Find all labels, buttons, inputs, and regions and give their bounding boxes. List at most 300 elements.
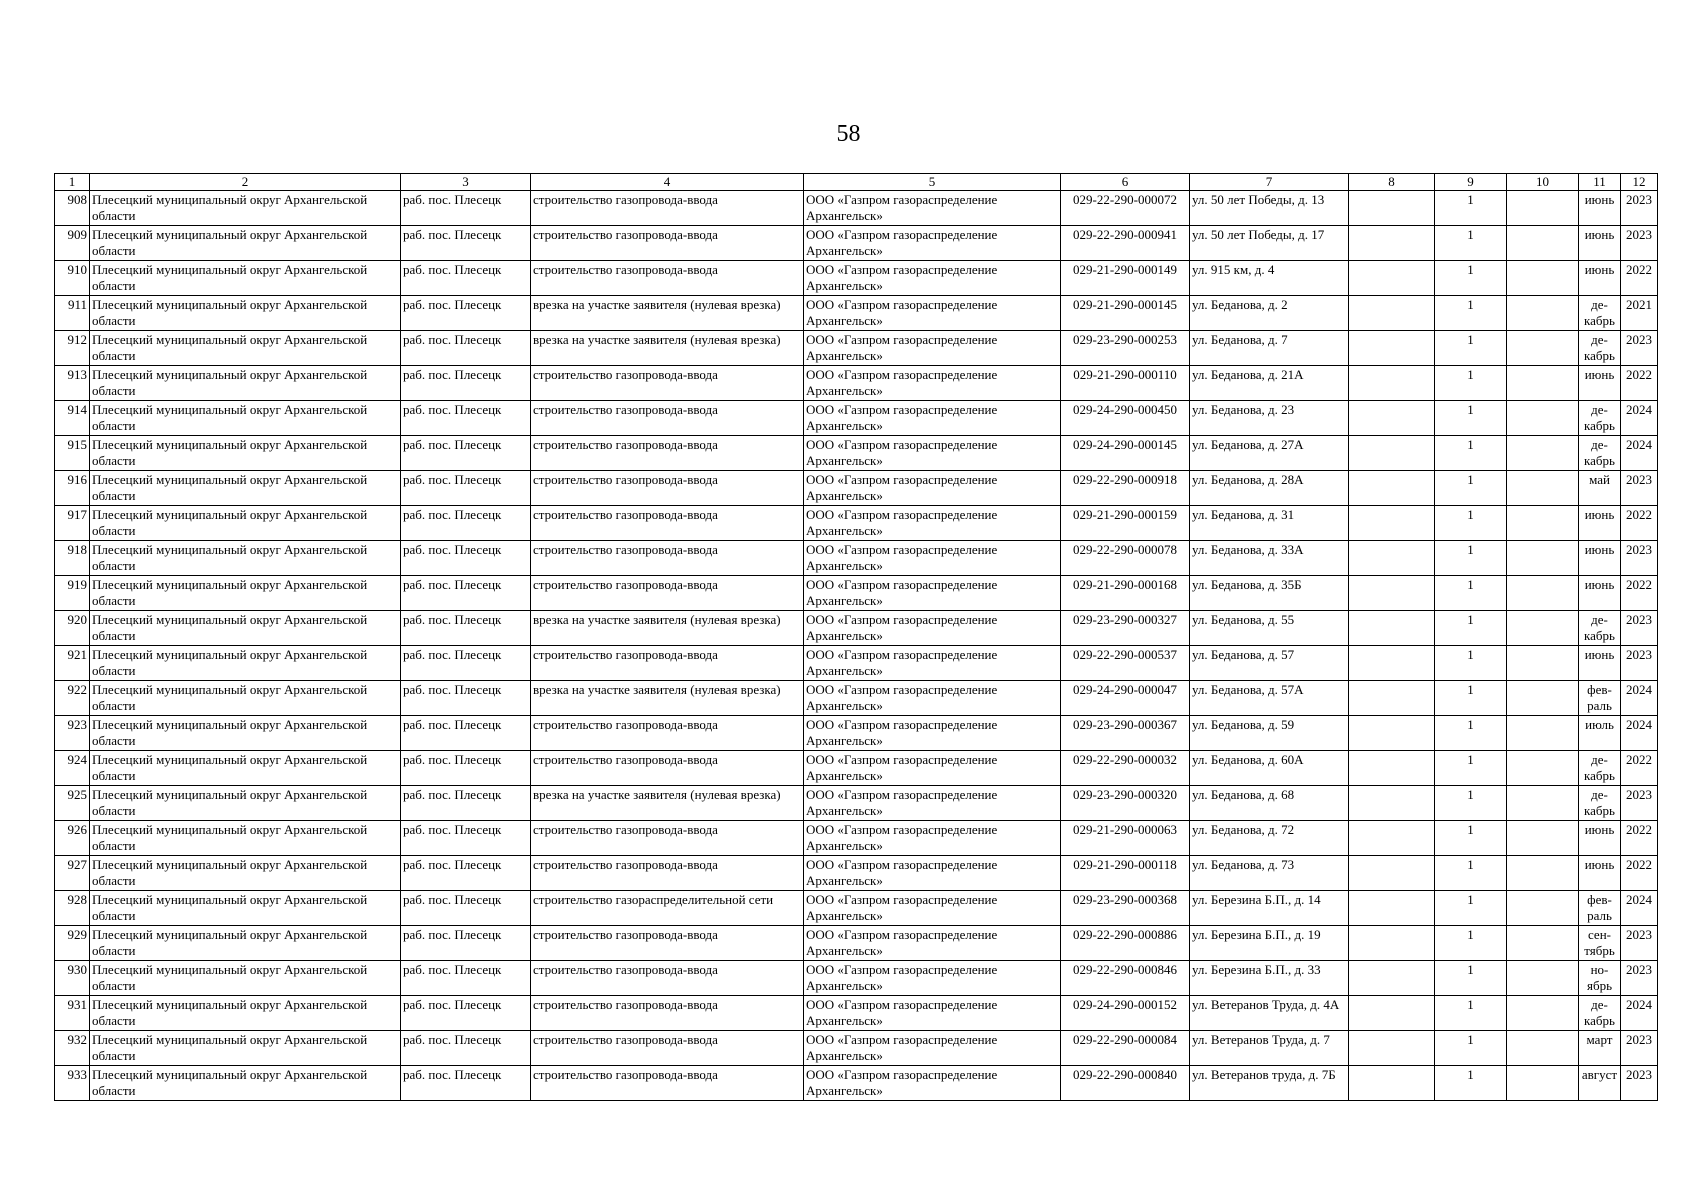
column-10-cell xyxy=(1507,786,1579,821)
column-header-5: 5 xyxy=(804,174,1061,191)
month-cell: де-кабрь xyxy=(1579,436,1621,471)
settlement-cell: раб. пос. Плесецк xyxy=(401,541,531,576)
table-row xyxy=(55,331,1658,366)
row-number: 924 xyxy=(55,751,90,786)
quantity-cell: 1 xyxy=(1435,1066,1507,1101)
municipality-cell: Плесецкий муниципальный округ Архангельской области xyxy=(90,996,401,1031)
registry-id-cell: 029-22-290-000941 xyxy=(1061,226,1190,261)
settlement-cell: раб. пос. Плесецк xyxy=(401,856,531,891)
column-header-4: 4 xyxy=(531,174,804,191)
registry-id-cell: 029-21-290-000149 xyxy=(1061,261,1190,296)
year-cell: 2024 xyxy=(1621,436,1658,471)
registry-table xyxy=(54,173,1658,1101)
year-cell: 2023 xyxy=(1621,786,1658,821)
address-cell: ул. Березина Б.П., д. 14 xyxy=(1190,891,1349,926)
municipality-cell: Плесецкий муниципальный округ Архангельской области xyxy=(90,611,401,646)
address-cell: ул. 50 лет Победы, д. 13 xyxy=(1190,191,1349,226)
work-type-cell: строительство газопровода-ввода xyxy=(531,646,804,681)
quantity-cell: 1 xyxy=(1435,681,1507,716)
row-number: 909 xyxy=(55,226,90,261)
column-10-cell xyxy=(1507,646,1579,681)
organization-cell: ООО «Газпром газораспределение Архангельск» xyxy=(804,716,1061,751)
column-8-cell xyxy=(1349,996,1435,1031)
settlement-cell: раб. пос. Плесецк xyxy=(401,926,531,961)
work-type-cell: строительство газопровода-ввода xyxy=(531,821,804,856)
organization-cell: ООО «Газпром газораспределение Архангельск» xyxy=(804,401,1061,436)
work-type-cell: строительство газопровода-ввода xyxy=(531,191,804,226)
column-8-cell xyxy=(1349,716,1435,751)
address-cell: ул. Беданова, д. 2 xyxy=(1190,296,1349,331)
column-10-cell xyxy=(1507,996,1579,1031)
month-cell: август xyxy=(1579,1066,1621,1101)
organization-cell: ООО «Газпром газораспределение Архангельск» xyxy=(804,1031,1061,1066)
registry-id-cell: 029-21-290-000159 xyxy=(1061,506,1190,541)
column-10-cell xyxy=(1507,891,1579,926)
address-cell: ул. Березина Б.П., д. 33 xyxy=(1190,961,1349,996)
column-8-cell xyxy=(1349,401,1435,436)
column-header-3: 3 xyxy=(401,174,531,191)
organization-cell: ООО «Газпром газораспределение Архангельск» xyxy=(804,226,1061,261)
address-cell: ул. Беданова, д. 57А xyxy=(1190,681,1349,716)
address-cell: ул. Беданова, д. 7 xyxy=(1190,331,1349,366)
work-type-cell: строительство газопровода-ввода xyxy=(531,576,804,611)
table-row xyxy=(55,611,1658,646)
month-cell: фев-раль xyxy=(1579,681,1621,716)
organization-cell: ООО «Газпром газораспределение Архангельск» xyxy=(804,611,1061,646)
column-10-cell xyxy=(1507,716,1579,751)
year-cell: 2022 xyxy=(1621,821,1658,856)
column-10-cell xyxy=(1507,961,1579,996)
municipality-cell: Плесецкий муниципальный округ Архангельской области xyxy=(90,891,401,926)
organization-cell: ООО «Газпром газораспределение Архангельск» xyxy=(804,821,1061,856)
month-cell: март xyxy=(1579,1031,1621,1066)
settlement-cell: раб. пос. Плесецк xyxy=(401,891,531,926)
table-row xyxy=(55,541,1658,576)
year-cell: 2023 xyxy=(1621,1066,1658,1101)
address-cell: ул. Беданова, д. 31 xyxy=(1190,506,1349,541)
year-cell: 2023 xyxy=(1621,331,1658,366)
work-type-cell: строительство газопровода-ввода xyxy=(531,1031,804,1066)
organization-cell: ООО «Газпром газораспределение Архангельск» xyxy=(804,541,1061,576)
organization-cell: ООО «Газпром газораспределение Архангельск» xyxy=(804,681,1061,716)
column-10-cell xyxy=(1507,226,1579,261)
registry-id-cell: 029-23-290-000320 xyxy=(1061,786,1190,821)
organization-cell: ООО «Газпром газораспределение Архангельск» xyxy=(804,436,1061,471)
column-header-10: 10 xyxy=(1507,174,1579,191)
address-cell: ул. Беданова, д. 72 xyxy=(1190,821,1349,856)
address-cell: ул. 50 лет Победы, д. 17 xyxy=(1190,226,1349,261)
quantity-cell: 1 xyxy=(1435,506,1507,541)
quantity-cell: 1 xyxy=(1435,226,1507,261)
row-number: 927 xyxy=(55,856,90,891)
row-number: 926 xyxy=(55,821,90,856)
month-cell: де-кабрь xyxy=(1579,296,1621,331)
work-type-cell: строительство газопровода-ввода xyxy=(531,751,804,786)
row-number: 922 xyxy=(55,681,90,716)
column-8-cell xyxy=(1349,191,1435,226)
column-10-cell xyxy=(1507,541,1579,576)
table-body xyxy=(55,191,1658,1101)
row-number: 921 xyxy=(55,646,90,681)
organization-cell: ООО «Газпром газораспределение Архангельск» xyxy=(804,1066,1061,1101)
settlement-cell: раб. пос. Плесецк xyxy=(401,576,531,611)
municipality-cell: Плесецкий муниципальный округ Архангельской области xyxy=(90,856,401,891)
quantity-cell: 1 xyxy=(1435,191,1507,226)
column-header-6: 6 xyxy=(1061,174,1190,191)
month-cell: де-кабрь xyxy=(1579,611,1621,646)
column-10-cell xyxy=(1507,611,1579,646)
month-cell: май xyxy=(1579,471,1621,506)
month-cell: июнь xyxy=(1579,856,1621,891)
municipality-cell: Плесецкий муниципальный округ Архангельской области xyxy=(90,926,401,961)
column-header-11: 11 xyxy=(1579,174,1621,191)
municipality-cell: Плесецкий муниципальный округ Архангельской области xyxy=(90,191,401,226)
month-cell: де-кабрь xyxy=(1579,331,1621,366)
table-row xyxy=(55,996,1658,1031)
organization-cell: ООО «Газпром газораспределение Архангельск» xyxy=(804,996,1061,1031)
organization-cell: ООО «Газпром газораспределение Архангельск» xyxy=(804,576,1061,611)
work-type-cell: строительство газопровода-ввода xyxy=(531,856,804,891)
table-row xyxy=(55,821,1658,856)
column-8-cell xyxy=(1349,856,1435,891)
organization-cell: ООО «Газпром газораспределение Архангельск» xyxy=(804,191,1061,226)
quantity-cell: 1 xyxy=(1435,961,1507,996)
address-cell: ул. Ветеранов Труда, д. 7 xyxy=(1190,1031,1349,1066)
month-cell: но-ябрь xyxy=(1579,961,1621,996)
column-8-cell xyxy=(1349,1066,1435,1101)
registry-id-cell: 029-22-290-000886 xyxy=(1061,926,1190,961)
settlement-cell: раб. пос. Плесецк xyxy=(401,646,531,681)
quantity-cell: 1 xyxy=(1435,821,1507,856)
row-number: 930 xyxy=(55,961,90,996)
table-row xyxy=(55,751,1658,786)
column-10-cell xyxy=(1507,436,1579,471)
month-cell: де-кабрь xyxy=(1579,996,1621,1031)
column-10-cell xyxy=(1507,506,1579,541)
work-type-cell: строительство газопровода-ввода xyxy=(531,261,804,296)
year-cell: 2023 xyxy=(1621,926,1658,961)
row-number: 916 xyxy=(55,471,90,506)
row-number: 920 xyxy=(55,611,90,646)
address-cell: ул. 915 км, д. 4 xyxy=(1190,261,1349,296)
quantity-cell: 1 xyxy=(1435,646,1507,681)
registry-id-cell: 029-21-290-000118 xyxy=(1061,856,1190,891)
municipality-cell: Плесецкий муниципальный округ Архангельской области xyxy=(90,296,401,331)
row-number: 915 xyxy=(55,436,90,471)
registry-id-cell: 029-22-290-000078 xyxy=(1061,541,1190,576)
registry-id-cell: 029-23-290-000253 xyxy=(1061,331,1190,366)
organization-cell: ООО «Газпром газораспределение Архангельск» xyxy=(804,261,1061,296)
registry-id-cell: 029-21-290-000063 xyxy=(1061,821,1190,856)
municipality-cell: Плесецкий муниципальный округ Архангельской области xyxy=(90,1066,401,1101)
column-8-cell xyxy=(1349,786,1435,821)
work-type-cell: врезка на участке заявителя (нулевая врезка) xyxy=(531,296,804,331)
row-number: 913 xyxy=(55,366,90,401)
row-number: 914 xyxy=(55,401,90,436)
column-8-cell xyxy=(1349,226,1435,261)
registry-id-cell: 029-23-290-000368 xyxy=(1061,891,1190,926)
registry-id-cell: 029-22-290-000032 xyxy=(1061,751,1190,786)
column-10-cell xyxy=(1507,191,1579,226)
column-10-cell xyxy=(1507,261,1579,296)
quantity-cell: 1 xyxy=(1435,891,1507,926)
work-type-cell: врезка на участке заявителя (нулевая врезка) xyxy=(531,786,804,821)
organization-cell: ООО «Газпром газораспределение Архангельск» xyxy=(804,891,1061,926)
column-8-cell xyxy=(1349,646,1435,681)
registry-id-cell: 029-24-290-000152 xyxy=(1061,996,1190,1031)
municipality-cell: Плесецкий муниципальный округ Архангельской области xyxy=(90,681,401,716)
work-type-cell: строительство газопровода-ввода xyxy=(531,506,804,541)
registry-id-cell: 029-24-290-000145 xyxy=(1061,436,1190,471)
table-row xyxy=(55,716,1658,751)
column-8-cell xyxy=(1349,821,1435,856)
column-8-cell xyxy=(1349,1031,1435,1066)
year-cell: 2022 xyxy=(1621,751,1658,786)
year-cell: 2021 xyxy=(1621,296,1658,331)
organization-cell: ООО «Газпром газораспределение Архангельск» xyxy=(804,786,1061,821)
month-cell: июнь xyxy=(1579,646,1621,681)
settlement-cell: раб. пос. Плесецк xyxy=(401,366,531,401)
settlement-cell: раб. пос. Плесецк xyxy=(401,436,531,471)
column-8-cell xyxy=(1349,436,1435,471)
month-cell: июнь xyxy=(1579,576,1621,611)
settlement-cell: раб. пос. Плесецк xyxy=(401,401,531,436)
municipality-cell: Плесецкий муниципальный округ Архангельской области xyxy=(90,576,401,611)
header-row xyxy=(55,174,1658,191)
organization-cell: ООО «Газпром газораспределение Архангельск» xyxy=(804,751,1061,786)
municipality-cell: Плесецкий муниципальный округ Архангельской области xyxy=(90,541,401,576)
column-10-cell xyxy=(1507,821,1579,856)
column-8-cell xyxy=(1349,296,1435,331)
municipality-cell: Плесецкий муниципальный округ Архангельской области xyxy=(90,646,401,681)
quantity-cell: 1 xyxy=(1435,541,1507,576)
registry-id-cell: 029-22-290-000840 xyxy=(1061,1066,1190,1101)
work-type-cell: врезка на участке заявителя (нулевая врезка) xyxy=(531,681,804,716)
column-8-cell xyxy=(1349,331,1435,366)
registry-id-cell: 029-22-290-000537 xyxy=(1061,646,1190,681)
address-cell: ул. Беданова, д. 57 xyxy=(1190,646,1349,681)
year-cell: 2024 xyxy=(1621,681,1658,716)
column-8-cell xyxy=(1349,681,1435,716)
column-8-cell xyxy=(1349,366,1435,401)
work-type-cell: строительство газопровода-ввода xyxy=(531,541,804,576)
registry-id-cell: 029-22-290-000846 xyxy=(1061,961,1190,996)
organization-cell: ООО «Газпром газораспределение Архангельск» xyxy=(804,366,1061,401)
table-row xyxy=(55,961,1658,996)
work-type-cell: врезка на участке заявителя (нулевая врезка) xyxy=(531,331,804,366)
row-number: 923 xyxy=(55,716,90,751)
organization-cell: ООО «Газпром газораспределение Архангельск» xyxy=(804,646,1061,681)
work-type-cell: строительство газопровода-ввода xyxy=(531,996,804,1031)
row-number: 925 xyxy=(55,786,90,821)
row-number: 929 xyxy=(55,926,90,961)
column-8-cell xyxy=(1349,891,1435,926)
row-number: 919 xyxy=(55,576,90,611)
settlement-cell: раб. пос. Плесецк xyxy=(401,611,531,646)
row-number: 933 xyxy=(55,1066,90,1101)
month-cell: де-кабрь xyxy=(1579,786,1621,821)
municipality-cell: Плесецкий муниципальный округ Архангельской области xyxy=(90,436,401,471)
table-row xyxy=(55,576,1658,611)
organization-cell: ООО «Газпром газораспределение Архангельск» xyxy=(804,506,1061,541)
work-type-cell: строительство газораспределительной сети xyxy=(531,891,804,926)
quantity-cell: 1 xyxy=(1435,471,1507,506)
year-cell: 2022 xyxy=(1621,506,1658,541)
table-row xyxy=(55,681,1658,716)
month-cell: сен-тябрь xyxy=(1579,926,1621,961)
month-cell: июнь xyxy=(1579,506,1621,541)
address-cell: ул. Ветеранов труда, д. 7Б xyxy=(1190,1066,1349,1101)
column-10-cell xyxy=(1507,366,1579,401)
registry-id-cell: 029-22-290-000072 xyxy=(1061,191,1190,226)
column-8-cell xyxy=(1349,926,1435,961)
quantity-cell: 1 xyxy=(1435,576,1507,611)
table-row xyxy=(55,296,1658,331)
column-10-cell xyxy=(1507,681,1579,716)
quantity-cell: 1 xyxy=(1435,716,1507,751)
municipality-cell: Плесецкий муниципальный округ Архангельской области xyxy=(90,821,401,856)
table-row xyxy=(55,191,1658,226)
settlement-cell: раб. пос. Плесецк xyxy=(401,331,531,366)
year-cell: 2023 xyxy=(1621,541,1658,576)
registry-id-cell: 029-21-290-000110 xyxy=(1061,366,1190,401)
month-cell: июнь xyxy=(1579,226,1621,261)
municipality-cell: Плесецкий муниципальный округ Архангельской области xyxy=(90,226,401,261)
page-number: 58 xyxy=(836,121,861,147)
table-header xyxy=(55,174,1658,191)
month-cell: июнь xyxy=(1579,541,1621,576)
settlement-cell: раб. пос. Плесецк xyxy=(401,716,531,751)
table-row xyxy=(55,1031,1658,1066)
municipality-cell: Плесецкий муниципальный округ Архангельской области xyxy=(90,366,401,401)
address-cell: ул. Беданова, д. 73 xyxy=(1190,856,1349,891)
municipality-cell: Плесецкий муниципальный округ Архангельской области xyxy=(90,716,401,751)
column-10-cell xyxy=(1507,1031,1579,1066)
settlement-cell: раб. пос. Плесецк xyxy=(401,681,531,716)
column-8-cell xyxy=(1349,576,1435,611)
column-8-cell xyxy=(1349,261,1435,296)
year-cell: 2023 xyxy=(1621,191,1658,226)
table-row xyxy=(55,436,1658,471)
month-cell: июнь xyxy=(1579,366,1621,401)
settlement-cell: раб. пос. Плесецк xyxy=(401,996,531,1031)
quantity-cell: 1 xyxy=(1435,996,1507,1031)
row-number: 932 xyxy=(55,1031,90,1066)
work-type-cell: строительство газопровода-ввода xyxy=(531,961,804,996)
settlement-cell: раб. пос. Плесецк xyxy=(401,1031,531,1066)
column-10-cell xyxy=(1507,401,1579,436)
work-type-cell: строительство газопровода-ввода xyxy=(531,926,804,961)
row-number: 928 xyxy=(55,891,90,926)
quantity-cell: 1 xyxy=(1435,1031,1507,1066)
year-cell: 2023 xyxy=(1621,646,1658,681)
municipality-cell: Плесецкий муниципальный округ Архангельской области xyxy=(90,786,401,821)
table-row xyxy=(55,506,1658,541)
organization-cell: ООО «Газпром газораспределение Архангельск» xyxy=(804,856,1061,891)
row-number: 931 xyxy=(55,996,90,1031)
month-cell: де-кабрь xyxy=(1579,751,1621,786)
registry-id-cell: 029-24-290-000047 xyxy=(1061,681,1190,716)
column-10-cell xyxy=(1507,576,1579,611)
address-cell: ул. Ветеранов Труда, д. 4А xyxy=(1190,996,1349,1031)
column-header-9: 9 xyxy=(1435,174,1507,191)
address-cell: ул. Беданова, д. 23 xyxy=(1190,401,1349,436)
address-cell: ул. Беданова, д. 33А xyxy=(1190,541,1349,576)
year-cell: 2023 xyxy=(1621,471,1658,506)
settlement-cell: раб. пос. Плесецк xyxy=(401,1066,531,1101)
address-cell: ул. Беданова, д. 55 xyxy=(1190,611,1349,646)
registry-id-cell: 029-24-290-000450 xyxy=(1061,401,1190,436)
row-number: 910 xyxy=(55,261,90,296)
address-cell: ул. Беданова, д. 60А xyxy=(1190,751,1349,786)
registry-id-cell: 029-22-290-000084 xyxy=(1061,1031,1190,1066)
quantity-cell: 1 xyxy=(1435,436,1507,471)
settlement-cell: раб. пос. Плесецк xyxy=(401,471,531,506)
column-header-7: 7 xyxy=(1190,174,1349,191)
settlement-cell: раб. пос. Плесецк xyxy=(401,191,531,226)
month-cell: июнь xyxy=(1579,821,1621,856)
column-header-2: 2 xyxy=(90,174,401,191)
municipality-cell: Плесецкий муниципальный округ Архангельской области xyxy=(90,1031,401,1066)
table-row xyxy=(55,226,1658,261)
table-row xyxy=(55,1066,1658,1101)
settlement-cell: раб. пос. Плесецк xyxy=(401,751,531,786)
work-type-cell: строительство газопровода-ввода xyxy=(531,471,804,506)
settlement-cell: раб. пос. Плесецк xyxy=(401,821,531,856)
year-cell: 2023 xyxy=(1621,1031,1658,1066)
column-10-cell xyxy=(1507,331,1579,366)
address-cell: ул. Беданова, д. 28А xyxy=(1190,471,1349,506)
quantity-cell: 1 xyxy=(1435,926,1507,961)
work-type-cell: врезка на участке заявителя (нулевая врезка) xyxy=(531,611,804,646)
table-row xyxy=(55,926,1658,961)
address-cell: ул. Беданова, д. 35Б xyxy=(1190,576,1349,611)
settlement-cell: раб. пос. Плесецк xyxy=(401,296,531,331)
column-10-cell xyxy=(1507,856,1579,891)
organization-cell: ООО «Газпром газораспределение Архангельск» xyxy=(804,961,1061,996)
registry-id-cell: 029-22-290-000918 xyxy=(1061,471,1190,506)
table-row xyxy=(55,401,1658,436)
table-row xyxy=(55,261,1658,296)
year-cell: 2024 xyxy=(1621,996,1658,1031)
municipality-cell: Плесецкий муниципальный округ Архангельской области xyxy=(90,401,401,436)
organization-cell: ООО «Газпром газораспределение Архангельск» xyxy=(804,926,1061,961)
year-cell: 2022 xyxy=(1621,856,1658,891)
column-header-12: 12 xyxy=(1621,174,1658,191)
registry-id-cell: 029-23-290-000367 xyxy=(1061,716,1190,751)
work-type-cell: строительство газопровода-ввода xyxy=(531,401,804,436)
column-header-8: 8 xyxy=(1349,174,1435,191)
year-cell: 2023 xyxy=(1621,226,1658,261)
municipality-cell: Плесецкий муниципальный округ Архангельской области xyxy=(90,961,401,996)
quantity-cell: 1 xyxy=(1435,611,1507,646)
address-cell: ул. Беданова, д. 59 xyxy=(1190,716,1349,751)
work-type-cell: строительство газопровода-ввода xyxy=(531,1066,804,1101)
column-10-cell xyxy=(1507,471,1579,506)
month-cell: июль xyxy=(1579,716,1621,751)
year-cell: 2022 xyxy=(1621,261,1658,296)
column-10-cell xyxy=(1507,751,1579,786)
table-row xyxy=(55,366,1658,401)
work-type-cell: строительство газопровода-ввода xyxy=(531,366,804,401)
column-header-1: 1 xyxy=(55,174,90,191)
organization-cell: ООО «Газпром газораспределение Архангельск» xyxy=(804,331,1061,366)
settlement-cell: раб. пос. Плесецк xyxy=(401,261,531,296)
quantity-cell: 1 xyxy=(1435,856,1507,891)
column-8-cell xyxy=(1349,751,1435,786)
year-cell: 2023 xyxy=(1621,961,1658,996)
table-row xyxy=(55,856,1658,891)
